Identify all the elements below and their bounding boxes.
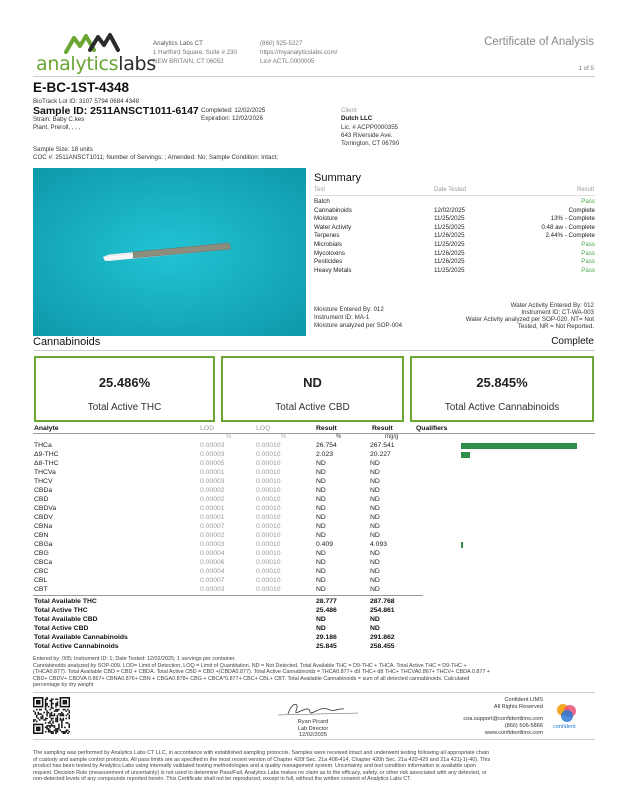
wa-note-2: Instrument ID: CT-WA-003 (521, 309, 594, 316)
analyte-result-mg: ND (370, 469, 380, 476)
analyte-name: THCa (34, 442, 52, 449)
summary-date: 11/25/2025 (434, 223, 465, 231)
summary-row (314, 258, 595, 267)
unit-lod: % (226, 434, 232, 440)
table-row (34, 540, 594, 549)
unit-loq: % (281, 434, 287, 440)
summary-divider (314, 195, 595, 196)
analyte-result-pct: ND (316, 496, 326, 503)
analyte-loq: 0.00010 (256, 514, 281, 521)
analyte-lod: 0.00004 (200, 550, 225, 557)
signer-title: Lab Director (297, 725, 329, 732)
analyte-result-mg: ND (370, 550, 380, 557)
summary-date: 11/26/2025 (434, 232, 465, 240)
analyte-result-mg: ND (370, 496, 380, 503)
analyte-lod: 0.00001 (200, 505, 225, 512)
analyte-result-pct: ND (316, 568, 326, 575)
confident-website[interactable]: www.confidentlims.com (484, 730, 543, 736)
analyte-result-mg: 267.541 (370, 442, 395, 449)
summary-result: Complete (568, 206, 595, 214)
analyte-result-mg: ND (370, 568, 380, 575)
analyte-loq: 0.00010 (256, 568, 281, 575)
total-result-pct: 25.845 (316, 643, 337, 650)
analyte-loq: 0.00010 (256, 541, 281, 548)
analyte-result-mg: ND (370, 523, 380, 530)
analyte-name: CBD (34, 496, 49, 503)
analyte-loq: 0.00010 (256, 478, 281, 485)
analyte-loq: 0.00010 (256, 496, 281, 503)
summary-result: Pass (581, 249, 595, 257)
table-row (34, 495, 594, 504)
summary-test: Moisture (314, 215, 338, 223)
signature-date: 12/02/2025 (299, 732, 327, 739)
summary-test: Microbials (314, 240, 342, 248)
analyte-result-mg: ND (370, 586, 380, 593)
analyte-loq: 0.00010 (256, 577, 281, 584)
summary-row (314, 207, 595, 216)
signature-icon (258, 699, 368, 719)
analyte-result-pct: ND (316, 460, 326, 467)
analyte-result-pct: 26.754 (316, 442, 337, 449)
confident-logo (553, 702, 583, 732)
summary-result: 13% - Complete (550, 215, 595, 223)
analyte-result-pct: 2.023 (316, 451, 334, 458)
wa-note-3: Water Activity analyzed per SOP-020. NT= Not (465, 316, 594, 323)
total-result-pct: 25.486 (316, 607, 337, 614)
summary-test: Pesticides (314, 258, 343, 266)
logo-text-labs: labs (118, 53, 156, 75)
summary-col-date: Date Tested (434, 187, 466, 193)
analyte-name: CBDVa (34, 505, 57, 512)
expiration-date: Expiration: 12/02/2026 (201, 115, 263, 122)
total-name: Total Available Cannabinoids (34, 634, 128, 641)
table-row (34, 567, 594, 576)
batch-code: E-BC-1ST-4348 (33, 80, 130, 95)
total-active-cannabinoids-value: 25.845% (476, 375, 528, 390)
analyte-name: CBCa (34, 559, 53, 566)
table-row (34, 450, 594, 459)
analyte-loq: 0.00010 (256, 550, 281, 557)
footer-line-2: of custody and sample control protocols. All pass limits are as specified in the most recent version of Chapter 420f Sec. 21a 408-414, Chapter 420h Sec. 21a 420-429 and 21a 421j-1(-40). This (33, 756, 491, 763)
total-result-mg: 258.455 (370, 643, 395, 650)
analyte-loq: 0.00010 (256, 487, 281, 494)
analyte-loq: 0.00010 (256, 532, 281, 539)
table-row (34, 477, 594, 486)
header-divider (33, 76, 595, 77)
col-result-pct: Result (316, 425, 337, 432)
table-row (34, 486, 594, 495)
coc-line: COC #: 2511ANSCT1011; Number of Servings: ; Amended: No; Sample Condition: Intact; (33, 154, 278, 161)
analyte-loq: 0.00010 (256, 505, 281, 512)
total-result-mg: ND (370, 625, 380, 632)
analyte-name: CBG (34, 550, 49, 557)
analyte-result-pct: ND (316, 559, 326, 566)
col-loq: LOQ (256, 425, 271, 432)
cannabinoids-divider (33, 350, 595, 351)
cannabinoid-notes (33, 656, 598, 689)
lab-url[interactable]: https://myanalyticslabs.com/ (260, 49, 338, 56)
confident-email[interactable]: coa.support@confidentlims.com (463, 716, 543, 722)
biotrack-id: BioTrack Lot ID: 3107 5794 0684 4348 (33, 98, 140, 105)
lab-name: Analytics Labs CT (153, 40, 203, 47)
analyte-lod: 0.00003 (200, 541, 225, 548)
total-row (34, 642, 594, 651)
client-address-2: Torrington, CT 06790 (341, 140, 400, 147)
analyte-loq: 0.00010 (256, 586, 281, 593)
total-result-mg: 287.768 (370, 598, 395, 605)
analyte-result-mg: 4.093 (370, 541, 388, 548)
total-active-cannabinoids-label: Total Active Cannabinoids (444, 402, 560, 413)
result-bar (461, 542, 463, 548)
analyte-result-pct: ND (316, 550, 326, 557)
table-row (34, 576, 594, 585)
analyte-result-mg: ND (370, 532, 380, 539)
signer-name: Ryan Picard (297, 719, 329, 725)
summary-result: Pass (581, 258, 595, 266)
analyte-result-mg: ND (370, 487, 380, 494)
total-name: Total Active THC (34, 607, 88, 614)
analyte-name: CBDa (34, 487, 53, 494)
analyte-loq: 0.00010 (256, 523, 281, 530)
table-row (34, 531, 594, 540)
analyte-lod: 0.00003 (200, 478, 225, 485)
total-result-pct: ND (316, 616, 326, 623)
notes-line-3: (THCA0.877). Total Available CBD = CBD + CBDA. Total Active CBD = CBD +(CBDA0.877). Total Active Cannabinoids = THCA0.877+ d9 THC+ d8 THC+ THCVA0.867+ THCV+ CBDA 0.877 + (33, 669, 490, 676)
summary-test: Heavy Metals (314, 266, 352, 274)
notes-line-5: percentage by dry weight (33, 682, 94, 689)
summary-test: Cannabinoids (314, 206, 352, 214)
summary-result: Pass (581, 198, 595, 205)
strain: Strain: Baby C.kes (33, 116, 85, 123)
logo-mountains-icon (64, 32, 124, 54)
analyte-lod: 0.00003 (200, 442, 225, 449)
summary-row (314, 241, 595, 250)
summary-test: Terpenes (314, 232, 340, 240)
sample-id: Sample ID: 2511ANSCT1011-6147 (33, 105, 199, 117)
analyte-result-pct: ND (316, 487, 326, 494)
client-label: Client (341, 107, 357, 114)
analyte-name: CBC (34, 568, 49, 575)
wa-note-1: Water Activity Entered By: 012 (510, 302, 594, 309)
summary-date: 12/02/2025 (434, 206, 465, 214)
total-name: Total Active CBD (34, 625, 89, 632)
total-result-mg: 254.861 (370, 607, 395, 614)
analyte-loq: 0.00010 (256, 451, 281, 458)
table-row (34, 459, 594, 468)
total-name: Total Active Cannabinoids (34, 643, 119, 650)
col-result-mg: Result (372, 425, 393, 432)
analyte-result-mg: ND (370, 505, 380, 512)
cannabinoids-title: Cannabinoids (33, 336, 101, 348)
summary-test: Water Activity (314, 223, 352, 231)
total-result-mg: 291.862 (370, 634, 395, 641)
footer-line-3: product has been tested by Analytics Labs using internally validated testing methodologies and a quality management system. Uncertainty and test condition information is available upon (33, 763, 476, 770)
client-address-1: 643 Riverside Ave. (341, 132, 393, 139)
total-active-thc-value: 25.486% (98, 375, 151, 390)
completed-date: Completed: 12/02/2025 (201, 107, 266, 114)
wa-note-4: Tested, NR = Not Reported. (517, 323, 594, 330)
notes-line-4: CBD+ CBDV+ CBDVA 0.867+ CBNA0.876+ CBN + CBGA0.878+ CBG + CBCA*0.877+ CBC+ CBL+ CBT. Total Available Cannabinoids = sum of all detected cannabinoids. Calculated (33, 675, 470, 682)
summary-result: 2.44% - Complete (545, 232, 595, 240)
product-photo (33, 168, 306, 336)
unit-result: % (336, 434, 342, 440)
footer-line-1: The sampling was performed by Analytics Labs CT LLC, in accordance with established sampling protocols. Samples were received intact and underwent testing following all appropriate chain (33, 750, 489, 756)
analyte-loq: 0.00010 (256, 469, 281, 476)
analyte-lod: 0.00002 (200, 496, 225, 503)
summary-col-result: Result (576, 187, 594, 193)
logo-text-analytics: analytics (36, 53, 119, 75)
preroll-image (33, 168, 306, 336)
total-active-thc-label: Total Active THC (87, 402, 162, 413)
total-name: Total Available THC (34, 598, 97, 605)
qr-code[interactable] (33, 697, 70, 734)
analyte-result-mg: ND (370, 460, 380, 467)
doc-title: Certificate of Analysis (484, 36, 594, 48)
summary-row (314, 267, 595, 276)
result-bar (461, 443, 577, 449)
analyte-name: CBL (34, 577, 48, 584)
analyte-name: CBN (34, 532, 49, 539)
summary-row (314, 224, 595, 233)
total-row (34, 606, 594, 615)
summary-date: 11/26/2025 (434, 258, 465, 266)
analyte-lod: 0.00001 (200, 469, 225, 476)
summary-row (314, 232, 595, 241)
summary-row (314, 215, 595, 224)
analyte-lod: 0.00006 (200, 559, 225, 566)
table-header-divider (33, 433, 595, 434)
analyte-result-pct: ND (316, 586, 326, 593)
product-type: Plant, Preroll, , , , (33, 124, 81, 131)
notes-line-2: Cannabinoids analyzed by SOP-009. LOD= Limit of Detection, LOQ = Limit of Quantitation, ND = Not Detected. Total Available THC = D9-THC + THCA. Total Active THC = D9-THC + (33, 662, 467, 669)
table-row (34, 513, 594, 522)
table-row (34, 441, 594, 450)
analyte-result-mg: ND (370, 577, 380, 584)
table-row (34, 585, 594, 594)
footer-line-4: request. Decision Rule (measurement of uncertainty) is not used to determine Pass/Fail. Analytics Labs makes no claim as to the efficacy, safety, or other risk associated with any detected, or (33, 769, 487, 776)
summary-row (314, 250, 595, 259)
analyte-lod: 0.00007 (200, 577, 225, 584)
analyte-lod: 0.00003 (200, 451, 225, 458)
lab-address-1: 1 Hartford Square, Suite # 230 (153, 49, 237, 56)
cannabinoids-status: Complete (551, 336, 594, 347)
analyte-name: CBGa (34, 541, 53, 548)
analyte-loq: 0.00010 (256, 559, 281, 566)
analyte-loq: 0.00010 (256, 442, 281, 449)
total-name: Total Available CBD (34, 616, 98, 623)
moisture-note-2: Instrument ID: MA-1 (314, 314, 370, 321)
confident-logo-icon (553, 702, 583, 726)
summary-test: Batch (314, 198, 330, 205)
total-active-cbd-label: Total Active CBD (275, 402, 350, 413)
summary-row (314, 198, 595, 207)
notes-divider (33, 692, 595, 693)
moisture-note-1: Moisture Entered By: 012 (314, 306, 384, 313)
total-row (34, 624, 594, 633)
client-license: Lic. # ACPP0000355 (341, 124, 399, 131)
result-bar (461, 452, 470, 458)
analyte-result-pct: ND (316, 469, 326, 476)
analyte-result-mg: ND (370, 559, 380, 566)
analyte-name: CBNa (34, 523, 53, 530)
qr-code-image (33, 697, 70, 734)
analyte-name: Δ9-THC (34, 451, 59, 458)
total-result-pct: 29.186 (316, 634, 337, 641)
summary-test: Mycotoxins (314, 249, 345, 257)
total-result-pct: ND (316, 625, 326, 632)
summary-result: 0.48 aw - Complete (541, 223, 595, 231)
total-active-thc-box (34, 356, 215, 422)
analyte-lod: 0.00002 (200, 487, 225, 494)
total-row (34, 633, 594, 642)
total-active-cannabinoids-box (410, 356, 594, 422)
analyte-name: CBT (34, 586, 48, 593)
lab-license: Lic# ACTL.0000005 (260, 58, 315, 65)
summary-title: Summary (314, 172, 362, 184)
table-row (34, 504, 594, 513)
footer-disclaimer (33, 750, 598, 783)
analyte-result-pct: ND (316, 514, 326, 521)
analyte-lod: 0.00005 (200, 460, 225, 467)
logo (36, 32, 156, 76)
table-row (34, 549, 594, 558)
analyte-lod: 0.00001 (200, 514, 225, 521)
total-active-cbd-box (221, 356, 404, 422)
total-row (34, 597, 594, 606)
col-qualifiers: Qualifiers (416, 425, 448, 432)
analyte-loq: 0.00010 (256, 460, 281, 467)
summary-date: 11/25/2025 (434, 215, 465, 223)
summary-date: 11/25/2025 (434, 266, 465, 274)
page-number: 1 of 5 (578, 65, 594, 72)
analyte-result-pct: ND (316, 523, 326, 530)
analyte-name: CBDV (34, 514, 53, 521)
totals-divider (33, 595, 423, 596)
lab-phone: (860) 925-5227 (260, 40, 303, 47)
table-row (34, 558, 594, 567)
footer-line-5: non-detected levels of any compounds reported herein. This Certificate shall not be reproduced, except in full, without the written consent of Analytics Labs CT. (33, 776, 412, 783)
confident-brand: confident (553, 724, 576, 730)
table-row (34, 522, 594, 531)
analyte-result-pct: 0.409 (316, 541, 334, 548)
footer-divider (33, 739, 595, 740)
signature-image (258, 699, 368, 719)
analyte-result-pct: ND (316, 505, 326, 512)
analyte-name: THCV (34, 478, 53, 485)
summary-date: 11/25/2025 (434, 240, 465, 248)
total-result-mg: ND (370, 616, 380, 623)
unit-result-mg: mg/g (385, 434, 399, 440)
sample-size: Sample Size: 18 units (33, 146, 93, 153)
analyte-name: THCVa (34, 469, 56, 476)
confident-line-1: Confident LIMS (504, 697, 543, 703)
summary-result: Pass (581, 240, 595, 248)
summary-result: Pass (581, 266, 595, 274)
col-lod: LOD (200, 425, 214, 432)
analyte-result-mg: 20.227 (370, 451, 391, 458)
analyte-result-pct: ND (316, 532, 326, 539)
analyte-result-mg: ND (370, 514, 380, 521)
analyte-lod: 0.00003 (200, 586, 225, 593)
total-result-pct: 28.777 (316, 598, 337, 605)
table-row (34, 468, 594, 477)
analyte-result-mg: ND (370, 478, 380, 485)
total-row (34, 615, 594, 624)
col-analyte: Analyte (34, 425, 59, 432)
analyte-result-pct: ND (316, 478, 326, 485)
client-name: Dutch LLC (341, 115, 373, 122)
summary-date: 11/26/2025 (434, 249, 465, 257)
analyte-lod: 0.00002 (200, 532, 225, 539)
analyte-lod: 0.00007 (200, 523, 225, 530)
moisture-note-3: Moisture analyzed per SOP-004 (314, 322, 403, 329)
confident-phone: (866) 506-5866 (504, 723, 543, 729)
summary-col-test: Test (314, 187, 326, 193)
summary-table (314, 198, 595, 275)
analyte-name: Δ8-THC (34, 460, 59, 467)
lab-address-2: NEW BRITAIN, CT 06052 (153, 58, 224, 65)
analyte-lod: 0.00004 (200, 568, 225, 575)
analyte-result-pct: ND (316, 577, 326, 584)
notes-line-1: Entered by: 005; Instrument ID: 1; Date Tested: 12/02/2025; 1 servings per container. (33, 656, 236, 662)
confident-line-2: All Rights Reserved (493, 704, 543, 710)
total-active-cbd-value: ND (303, 375, 322, 390)
